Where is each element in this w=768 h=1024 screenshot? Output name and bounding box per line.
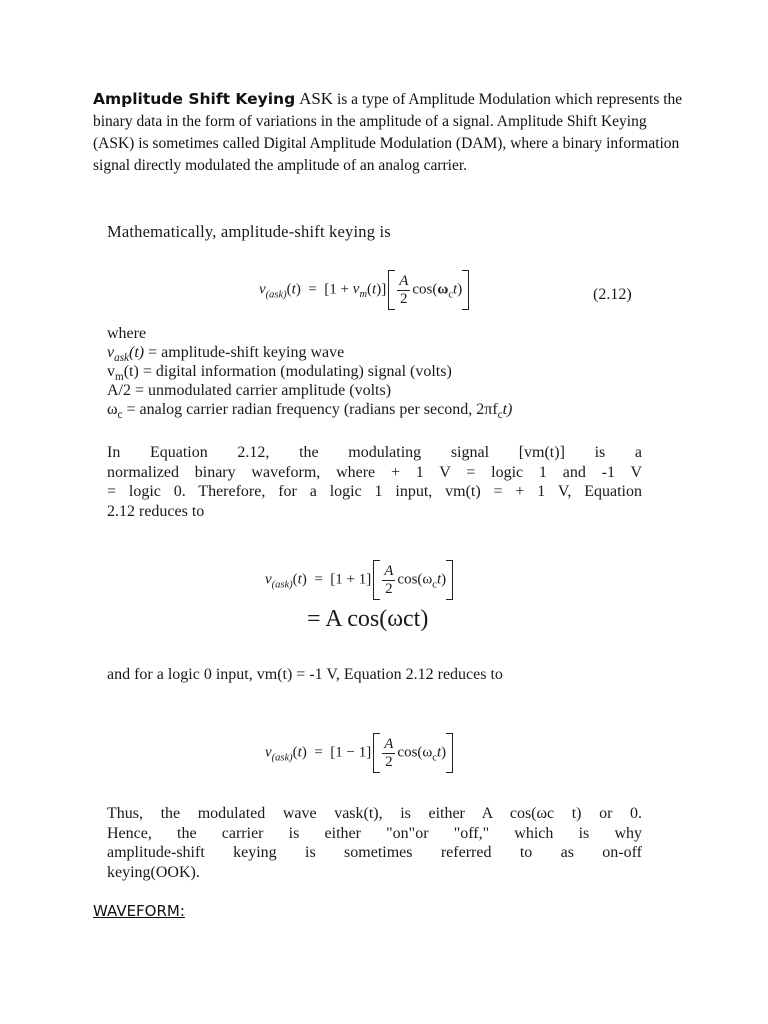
para3-line-1: Thus, the modulated wave vask(t), is either A cos(ωc t) or 0. (107, 805, 642, 822)
math-heading: Mathematically, amplitude-shift keying is (107, 222, 391, 241)
definition-omega: $\omega_c = analog$ carrier radian frequency (radians per second, $2\pi f_ct$) (107, 401, 513, 422)
para1-line-2: normalized binary waveform, where + 1 V = logic 1 and -1 V (107, 463, 642, 481)
para1-line-4: 2.12 reduces to (107, 502, 205, 520)
para3-line-2: Hence, the carrier is either "on"or "off," which is why (107, 824, 642, 842)
equation-logic-0: $v_{(ask)}(t) = [1 - 1]$ $\frac{A}{2}$ $\cos(\omega_ct)$ (265, 733, 455, 773)
definition-vask: $v_{ask}(t)$ = amplitude-shift keying wave (107, 344, 345, 365)
intro-paragraph (93, 88, 683, 177)
para1-line-3: = logic 0. Therefore, for a logic 1 input, vm(t) = + 1 V, Equation (107, 483, 642, 500)
where-label: where (107, 325, 147, 342)
equation-result: = A cos(ωct) (307, 606, 429, 632)
equation-logic-1: $v_{(ask)}(t) = [1 + 1]$ $\frac{A}{2}$ $\cos(\omega_ct)$ (265, 560, 455, 600)
para3-line-3: amplitude-shift keying is sometimes referred to as on-off (107, 844, 642, 861)
intro-text: is a type of Amplitude Modulation which represents the binary data in the form of variations in the amplitude of a signal. Amplitude Shift Keying (ASK) is sometimes called Digital Amplitude Modulation (DAM), where a binary information signal directly modulated the amplitude of an analog carrier. (93, 91, 683, 174)
intro-heading: Amplitude Shift Keying (93, 90, 296, 108)
equation-2-12: $v_{(ask)}(t) = [1 + v_m(t)]$ $\frac{A}{2}$ $\cos(\omega_ct)$ (259, 270, 471, 310)
paragraph-logic (107, 443, 642, 521)
para3-line-4: keying(OOK). (107, 863, 200, 881)
definition-vm: $v_m(t)$ = digital information (modulating) signal (volts) (107, 363, 452, 384)
definition-amplitude: A/2 = unmodulated carrier amplitude (volts) (107, 382, 392, 399)
waveform-heading: WAVEFORM: (93, 902, 185, 920)
para1-line-1: In Equation 2.12, the modulating signal [vm(t)] is a (107, 444, 642, 461)
paragraph-conclusion (107, 804, 642, 882)
paragraph-logic-0: and for a logic 0 input, vm(t) = -1 V, Equation 2.12 reduces to (107, 666, 503, 683)
intro-abbr: ASK (299, 89, 334, 108)
equation-number: (2.12) (593, 286, 632, 303)
